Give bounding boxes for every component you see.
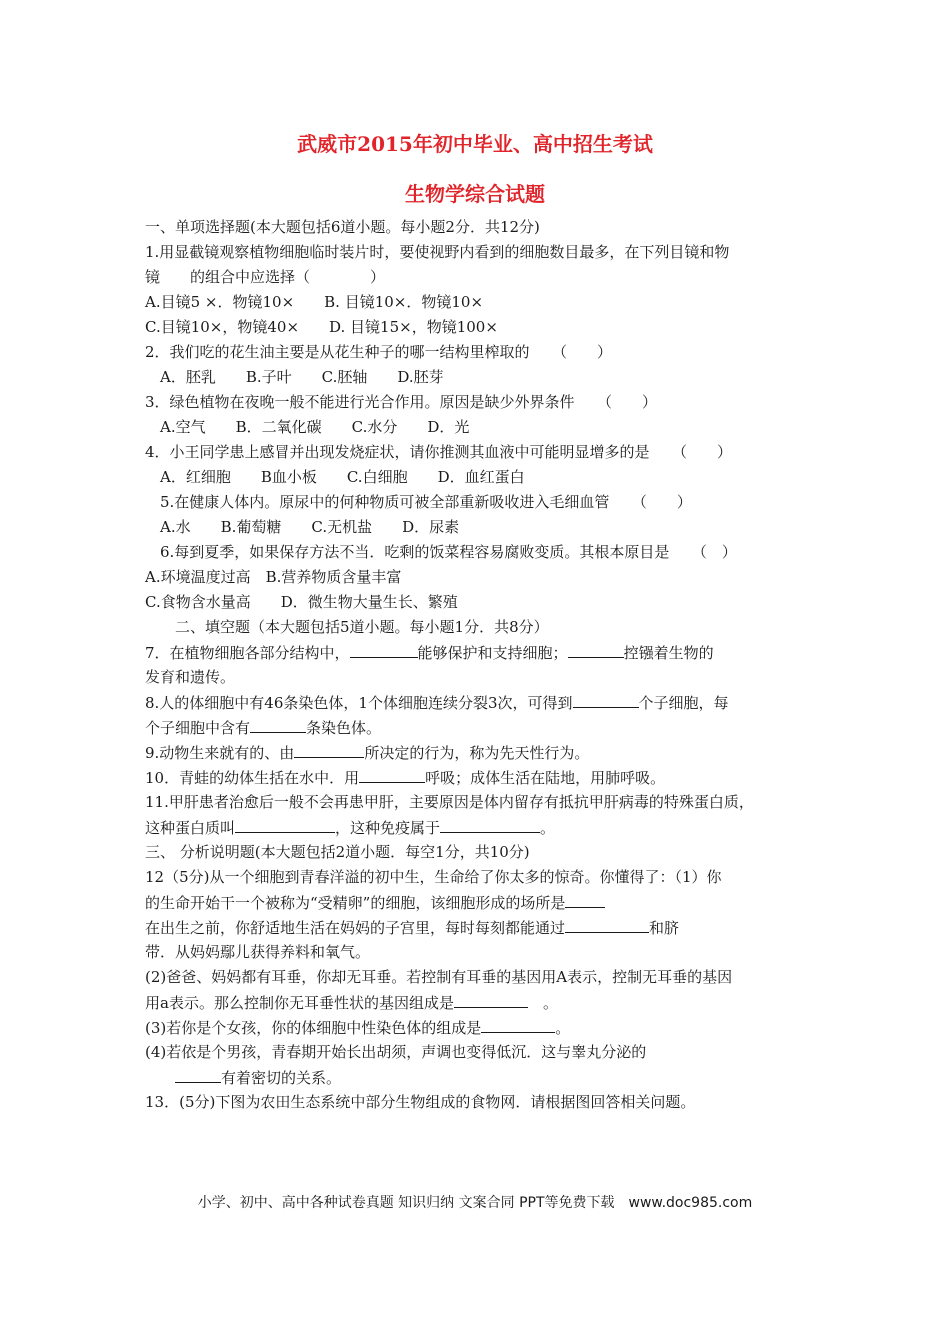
- answer-blank: [175, 1065, 221, 1083]
- question-7-line-2: 发育和遗传。: [145, 668, 236, 686]
- answer-blank: [565, 890, 605, 908]
- answer-blank: [568, 640, 624, 658]
- question-11-line-1: 11.甲肝患者治愈后一般不会再患甲肝，主要原因是体内留存有抵抗甲肝病毒的特殊蛋白质，: [145, 793, 754, 811]
- question-12-part-2-line-2: 用a表示。那么控制你无耳垂性状的基因组成是 。: [145, 990, 815, 1015]
- question-4: 4．小王同学患上感冒并出现发烧症状，请你推测其血液中可能明显增多的是 （ ）: [145, 443, 733, 461]
- answer-blank: [454, 990, 528, 1008]
- question-6-options-cd: C.食物含水量高 D．微生物大量生长、繁殖: [145, 593, 458, 611]
- answer-blank: [235, 815, 335, 833]
- question-1-line-1: 1.用显截镜观察植物细胞临时装片时，要使视野内看到的细胞数目最多，在下列目镜和物: [145, 243, 730, 261]
- question-10: 10．青蛙的幼体生括在水中．用 呼吸；成体生活在陆地，用肺呼吸。: [145, 765, 815, 790]
- question-1-line-2: 镜 的组合中应选择（ ）: [145, 268, 386, 286]
- question-9: 9.动物生来就有的、由 所决定的行为，称为先天性行为。: [145, 740, 815, 765]
- question-3: 3．绿色植物在夜晚一般不能进行光合作用。原因是缺少外界条件 （ ）: [145, 393, 658, 411]
- section-2-heading: 二、填空题（本大题包括5道小题。每小题1分．共8分）: [145, 618, 549, 636]
- question-13: 13．(5分)下图为农田生态系统中部分生物组成的食物网．请根据图回答相关问题。: [145, 1093, 696, 1111]
- answer-blank: [565, 915, 649, 933]
- question-6-options-ab: A.环境温度过高 B.营养物质含量丰富: [145, 568, 402, 586]
- question-12-line-1: 12（5分)从一个细胞到青春洋溢的初中生，生命给了你太多的惊奇。你懂得了：（1）你: [145, 868, 722, 886]
- question-12-line-4: 带．从妈妈鄢儿获得养料和氧气。: [145, 943, 371, 961]
- answer-blank: [350, 640, 418, 658]
- question-4-options: A．红细胞 B血小板 C.白细胞 D．血红蛋白: [145, 468, 525, 486]
- question-5-options: A.水 B.葡萄糖 C.无机盐 D．尿素: [145, 518, 460, 536]
- answer-blank: [440, 815, 540, 833]
- question-1-options-ab: A.目镜5 ×．物镜10× B. 目镜10×．物镜10×: [145, 293, 484, 311]
- exam-title: 武威市2015年初中毕业、高中招生考试: [297, 132, 653, 156]
- question-5: 5.在健康人体内。原尿中的何种物质可被全部重新吸收进入毛细血管 （ ）: [145, 493, 692, 511]
- question-3-options: A.空气 B．二氧化碳 C.水分 D．光: [145, 418, 470, 436]
- answer-blank: [481, 1015, 555, 1033]
- question-2: 2．我们吃的花生油主要是从花生种子的哪一结构里榨取的 （ ）: [145, 343, 613, 361]
- page-footer: 小学、初中、高中各种试卷真题 知识归纳 文案合同 PPT等免费下载 www.doc985.com: [197, 1195, 753, 1211]
- question-7-line-1: 7．在植物细胞各部分结构中， 能够保护和支持细胞； 控镪着生物的: [145, 640, 815, 665]
- question-12-part-2-line-1: (2)爸爸、妈妈都有耳垂，你却无耳垂。若控制有耳垂的基因用A表示，控制无耳垂的基因: [145, 968, 733, 986]
- question-2-options: A．胚乳 B.子叶 C.胚轴 D.胚芽: [145, 368, 444, 386]
- answer-blank: [573, 690, 639, 708]
- question-8-line-2: 个子细胞中含有 条染色体。: [145, 715, 815, 740]
- question-12-line-3: 在出生之前，你舒适地生活在妈妈的子宫里，每时每刻都能通过 和脐: [145, 915, 815, 940]
- answer-blank: [294, 740, 364, 758]
- question-1-options-cd: C.目镜10×，物镜40× D. 目镜15×，物镜100×: [145, 318, 498, 336]
- question-12-part-3: (3)若你是个女孩，你的体细胞中性染色体的组成是 。: [145, 1015, 815, 1040]
- answer-blank: [359, 765, 425, 783]
- answer-blank: [250, 715, 306, 733]
- section-3-heading: 三、 分析说明题(本大题包括2道小题．每空1分，共10分): [145, 843, 530, 861]
- question-11-line-2: 这种蛋白质叫 ，这种免疫属于 。: [145, 815, 815, 840]
- exam-subtitle: 生物学综合试题: [405, 182, 545, 206]
- question-12-part-4-line-1: (4)若依是个男孩，青春期开始长出胡须，声调也变得低沉．这与睾丸分泌的: [145, 1043, 647, 1061]
- question-12-line-2: 的生命开始干一个被称为“受精卵”的细胞，该细胞形成的场所是: [145, 890, 815, 915]
- question-8-line-1: 8.人的体细胞中有46条染色体，1个体细胞连续分裂3次，可得到 个子细胞，每: [145, 690, 815, 715]
- section-1-heading: 一、单项选择题(本大题包括6道小题。每小题2分．共12分): [145, 218, 540, 236]
- question-12-part-4-line-2: 有着密切的关系。: [145, 1065, 815, 1090]
- question-6: 6.每到夏季，如果保存方法不当．吃剩的饭菜程容易腐败变质。其根本原目是 （ ）: [145, 543, 737, 561]
- exam-body: [145, 215, 815, 1115]
